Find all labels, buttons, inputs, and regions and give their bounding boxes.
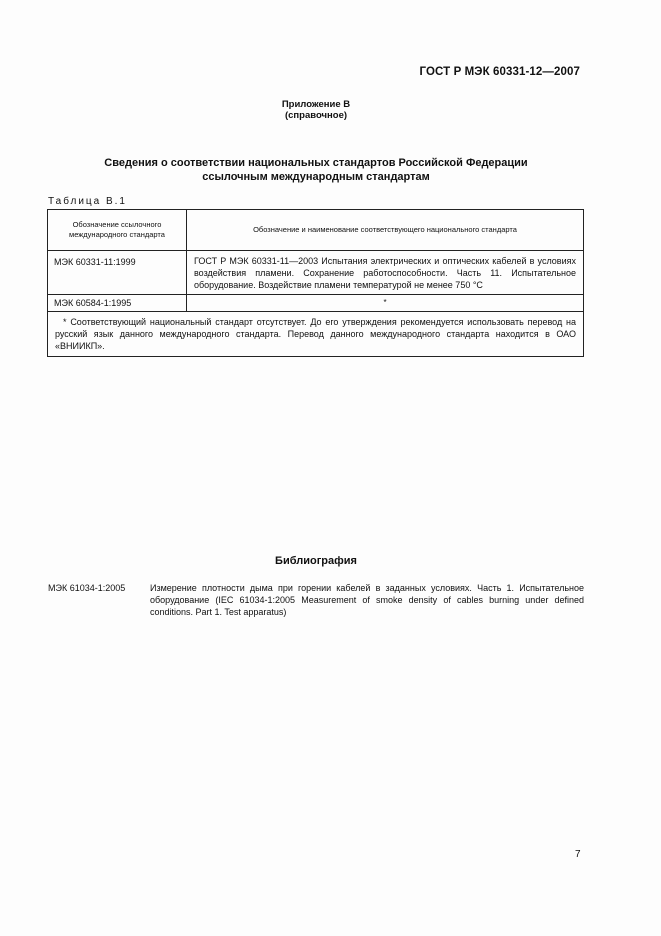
table-row [48,251,584,295]
appendix-note: (справочное) [284,110,348,121]
bibliography-title: Библиография [275,555,357,567]
international-standard-ref: МЭК 60584-1:1995 [48,295,187,312]
appendix-heading [0,99,632,121]
header-national-standard: Обозначение и наименование соответствующего национального стандарта [187,210,584,251]
section-title-line-1: Сведения о соответствии национальных стандартов Российской Федерации [104,157,528,169]
table-row [48,295,584,312]
header-international-standard: Обозначение ссылочного международного стандарта [48,210,187,251]
bibliography-text: Измерение плотности дыма при горении кабелей в заданных условиях. Часть 1. Испытательное оборудование (IEC 61034-1:2005 Measurement of smoke density of cables burning under defined conditions. Part 1. Test apparatus) [150,583,584,617]
document-code-header: ГОСТ Р МЭК 60331-12—2007 [419,66,580,78]
national-standard-name: ГОСТ Р МЭК 60331-11—2003 Испытания электрических и оптических кабелей в условиях воздействия пламени. Сохранение работоспособности. Часть 11. Испытательное оборудование. Воздействие пламени температурой не менее 750 °С [187,251,584,295]
table-header-row [48,210,584,251]
national-standard-name: * [187,295,584,312]
table-footnote: * Соответствующий национальный стандарт отсутствует. До его утверждения рекомендуется использовать перевод на русский язык данного международного стандарта. Перевод данного международного стандарта находится в ОАО «ВНИИКП». [48,312,584,357]
table-footnote-row [48,312,584,357]
bibliography-ref: МЭК 61034-1:2005 [48,583,126,593]
international-standard-ref: МЭК 60331-11:1999 [48,251,187,295]
page-number: 7 [575,849,581,860]
table-label: Таблица В.1 [48,196,127,207]
appendix-title: Приложение В [281,99,351,110]
section-title-line-2: ссылочным международным стандартам [202,171,430,183]
section-title [0,156,632,184]
correspondence-table [47,209,584,357]
